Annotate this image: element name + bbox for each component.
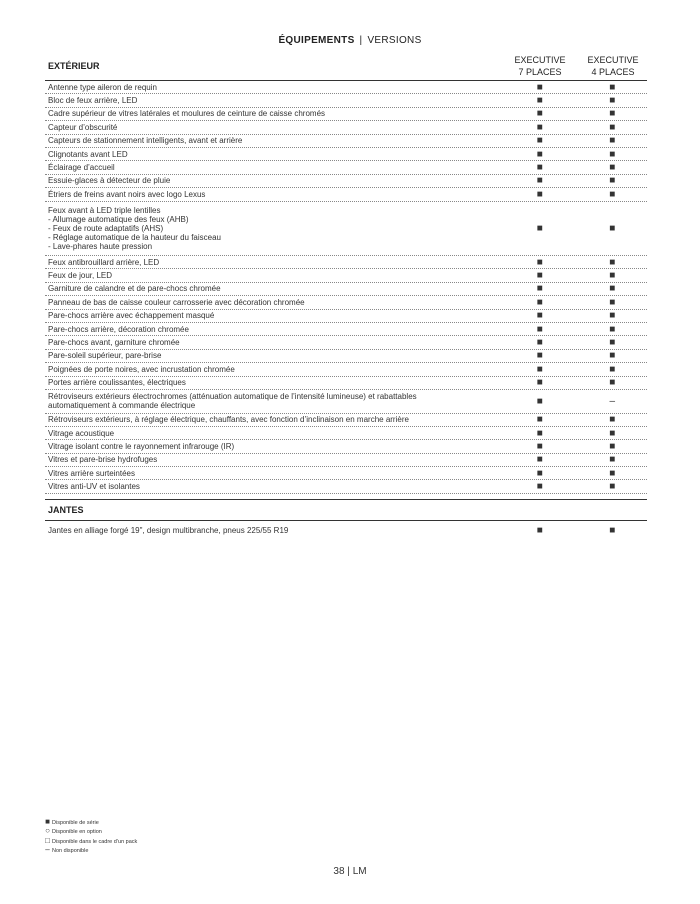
- cell-executive-4: ■: [609, 283, 616, 295]
- table-row: [45, 377, 647, 390]
- cell-executive-4: ■: [609, 363, 616, 375]
- cell-executive-7: ■: [536, 363, 543, 375]
- column-header-line: EXECUTIVE: [514, 55, 566, 65]
- legend-symbol: □: [45, 835, 50, 845]
- cell-executive-4: ■: [609, 296, 616, 308]
- row-label: Éclairage d’accueil: [48, 163, 115, 173]
- table-row: [45, 188, 647, 201]
- table-row: [45, 454, 647, 467]
- exterieur-header: [45, 52, 647, 81]
- legend-text: Disponible en option: [52, 829, 102, 836]
- row-label: Bloc de feux arrière, LED: [48, 96, 138, 106]
- header-subtitle: VERSIONS: [367, 35, 422, 46]
- row-label: Vitres anti-UV et isolantes: [48, 482, 140, 492]
- cell-executive-4: ■: [609, 337, 616, 349]
- cell-executive-4: ■: [609, 440, 616, 452]
- row-label: Jantes en alliage forgé 19", design multibranche, pneus 225/55 R19: [48, 525, 289, 535]
- cell-executive-4: ■: [609, 175, 616, 187]
- cell-executive-4: ■: [609, 188, 616, 200]
- row-label: Feux de jour, LED: [48, 271, 113, 281]
- legend-text: Disponible de série: [52, 820, 99, 826]
- page-footer: [0, 866, 700, 877]
- cell-executive-7: ■: [536, 481, 543, 493]
- jantes-header: [45, 500, 647, 521]
- cell-executive-4: ■: [609, 350, 616, 362]
- jantes-section: [45, 499, 647, 539]
- row-label: Feux avant à LED triple lentilles - Allumage automatique des feux (AHB) - Feux de route adaptatifs (AHS) - Réglage automatique de la hauteur du faisceau - Lave-phares haute pression: [48, 205, 222, 251]
- row-label: Clignotants avant LED: [48, 149, 128, 159]
- cell-executive-7: ■: [536, 440, 543, 452]
- cell-executive-4: ■: [609, 148, 616, 160]
- table-row: [45, 121, 647, 134]
- cell-executive-4: –: [609, 395, 616, 407]
- row-label: Capteur d’obscurité: [48, 122, 118, 132]
- row-label: Rétroviseurs extérieurs électrochromes (atténuation automatique de l’intensité lumineuse) et rabattables automatiquement à commande électrique: [48, 392, 417, 411]
- table-row: [45, 283, 647, 296]
- cell-executive-4: ■: [609, 427, 616, 439]
- row-label: Étriers de freins avant noirs avec logo Lexus: [48, 189, 206, 199]
- row-label: Poignées de porte noires, avec incrustation chromée: [48, 364, 235, 374]
- jantes-title: JANTES: [48, 505, 84, 515]
- cell-executive-7: ■: [536, 467, 543, 479]
- cell-executive-4: ■: [609, 256, 616, 268]
- row-label: Cadre supérieur de vitres latérales et moulures de ceinture de caisse chromés: [48, 109, 326, 119]
- cell-executive-4: ■: [609, 377, 616, 389]
- row-label: Garniture de calandre et de pare-chocs chromée: [48, 284, 221, 294]
- page-header: [0, 35, 700, 46]
- legend-text: Non disponible: [52, 847, 89, 854]
- cell-executive-7: ■: [536, 95, 543, 107]
- row-label: Pare-soleil supérieur, pare-brise: [48, 351, 162, 361]
- table-row: [45, 296, 647, 309]
- row-label: Vitres arrière surteintées: [48, 468, 135, 478]
- table-row: [45, 336, 647, 349]
- cell-executive-4: ■: [609, 222, 616, 234]
- legend-item: [43, 846, 137, 855]
- legend: [43, 818, 137, 855]
- cell-executive-7: ■: [536, 350, 543, 362]
- cell-executive-4: ■: [609, 454, 616, 466]
- cell-executive-7: ■: [536, 256, 543, 268]
- cell-executive-4: ■: [609, 108, 616, 120]
- table-row: [45, 175, 647, 188]
- legend-text: Disponible dans le cadre d’un pack: [52, 838, 138, 845]
- row-label: Pare-chocs avant, garniture chromée: [48, 338, 180, 348]
- row-label: Pare-chocs arrière, décoration chromée: [48, 324, 189, 334]
- cell-executive-7: ■: [536, 175, 543, 187]
- page-number: 38: [333, 866, 345, 877]
- cell-executive-4: ■: [609, 95, 616, 107]
- cell-executive-7: ■: [536, 395, 543, 407]
- row-label: Feux antibrouillard arrière, LED: [48, 257, 160, 267]
- row-label: Antenne type aileron de requin: [48, 82, 157, 92]
- legend-item: [43, 818, 137, 827]
- row-label: Portes arrière coulissantes, électriques: [48, 378, 186, 388]
- table-row: [45, 350, 647, 363]
- legend-item: [43, 827, 137, 836]
- cell-executive-7: ■: [536, 81, 543, 93]
- table-row: [45, 81, 647, 94]
- cell-executive-7: ■: [536, 337, 543, 349]
- cell-executive-4: ■: [609, 81, 616, 93]
- exterieur-title: EXTÉRIEUR: [48, 61, 100, 71]
- cell-executive-7: ■: [536, 454, 543, 466]
- cell-executive-7: ■: [536, 270, 543, 282]
- cell-executive-4: ■: [609, 310, 616, 322]
- table-row: [45, 94, 647, 107]
- cell-executive-4: ■: [609, 135, 616, 147]
- cell-executive-7: ■: [536, 414, 543, 426]
- header-separator: |: [359, 35, 363, 46]
- cell-executive-4: ■: [609, 162, 616, 174]
- cell-executive-7: ■: [536, 135, 543, 147]
- column-header-line: 7 PLACES: [518, 67, 562, 77]
- cell-executive-7: ■: [536, 310, 543, 322]
- table-row: [45, 521, 647, 539]
- table-row: [45, 256, 647, 269]
- legend-symbol: ○: [45, 826, 50, 836]
- cell-executive-4: ■: [609, 323, 616, 335]
- cell-executive-7: ■: [536, 188, 543, 200]
- cell-executive-7: ■: [536, 283, 543, 295]
- column-header-line: 4 PLACES: [591, 67, 635, 77]
- table-row: [45, 202, 647, 257]
- column-header-executive-7: [505, 54, 575, 78]
- cell-executive-4: ■: [609, 121, 616, 133]
- table-row: [45, 467, 647, 480]
- cell-executive-7: ■: [536, 162, 543, 174]
- cell-executive-7: ■: [536, 121, 543, 133]
- cell-executive-7: ■: [536, 377, 543, 389]
- row-label: Pare-chocs arrière avec échappement masqué: [48, 311, 215, 321]
- header-title: ÉQUIPEMENTS: [278, 35, 355, 46]
- cell-executive-4: ■: [609, 524, 616, 536]
- cell-executive-4: ■: [609, 414, 616, 426]
- table-row: [45, 427, 647, 440]
- cell-executive-4: ■: [609, 270, 616, 282]
- cell-executive-7: ■: [536, 148, 543, 160]
- exterieur-table: [45, 81, 647, 494]
- jantes-table: [45, 521, 647, 539]
- table-row: [45, 363, 647, 376]
- row-label: Capteurs de stationnement intelligents, avant et arrière: [48, 136, 243, 146]
- table-row: [45, 480, 647, 493]
- cell-executive-4: ■: [609, 467, 616, 479]
- column-header-executive-4: [578, 54, 648, 78]
- row-label: Vitrage isolant contre le rayonnement infrarouge (IR): [48, 441, 235, 451]
- cell-executive-7: ■: [536, 108, 543, 120]
- footer-separator: |: [347, 866, 350, 877]
- table-row: [45, 135, 647, 148]
- legend-symbol: ■: [45, 817, 50, 826]
- model-name: LM: [352, 866, 367, 877]
- row-label: Vitrage acoustique: [48, 428, 115, 438]
- row-label: Rétroviseurs extérieurs, à réglage électrique, chauffants, avec fonction d’inclinaison en marche arrière: [48, 415, 409, 425]
- table-row: [45, 414, 647, 427]
- row-label: Essuie-glaces à détecteur de pluie: [48, 176, 171, 186]
- table-row: [45, 108, 647, 121]
- cell-executive-7: ■: [536, 222, 543, 234]
- table-row: [45, 440, 647, 453]
- table-row: [45, 310, 647, 323]
- table-row: [45, 269, 647, 282]
- cell-executive-7: ■: [536, 524, 543, 536]
- exterieur-section: [45, 52, 647, 494]
- row-label: Panneau de bas de caisse couleur carrosserie avec décoration chromée: [48, 297, 305, 307]
- legend-item: [43, 837, 137, 846]
- column-header-line: EXECUTIVE: [587, 55, 639, 65]
- row-label: Vitres et pare-brise hydrofuges: [48, 455, 158, 465]
- legend-symbol: –: [45, 844, 50, 854]
- table-row: [45, 323, 647, 336]
- cell-executive-7: ■: [536, 427, 543, 439]
- table-row: [45, 390, 647, 414]
- table-row: [45, 161, 647, 174]
- cell-executive-4: ■: [609, 481, 616, 493]
- cell-executive-7: ■: [536, 323, 543, 335]
- cell-executive-7: ■: [536, 296, 543, 308]
- table-row: [45, 148, 647, 161]
